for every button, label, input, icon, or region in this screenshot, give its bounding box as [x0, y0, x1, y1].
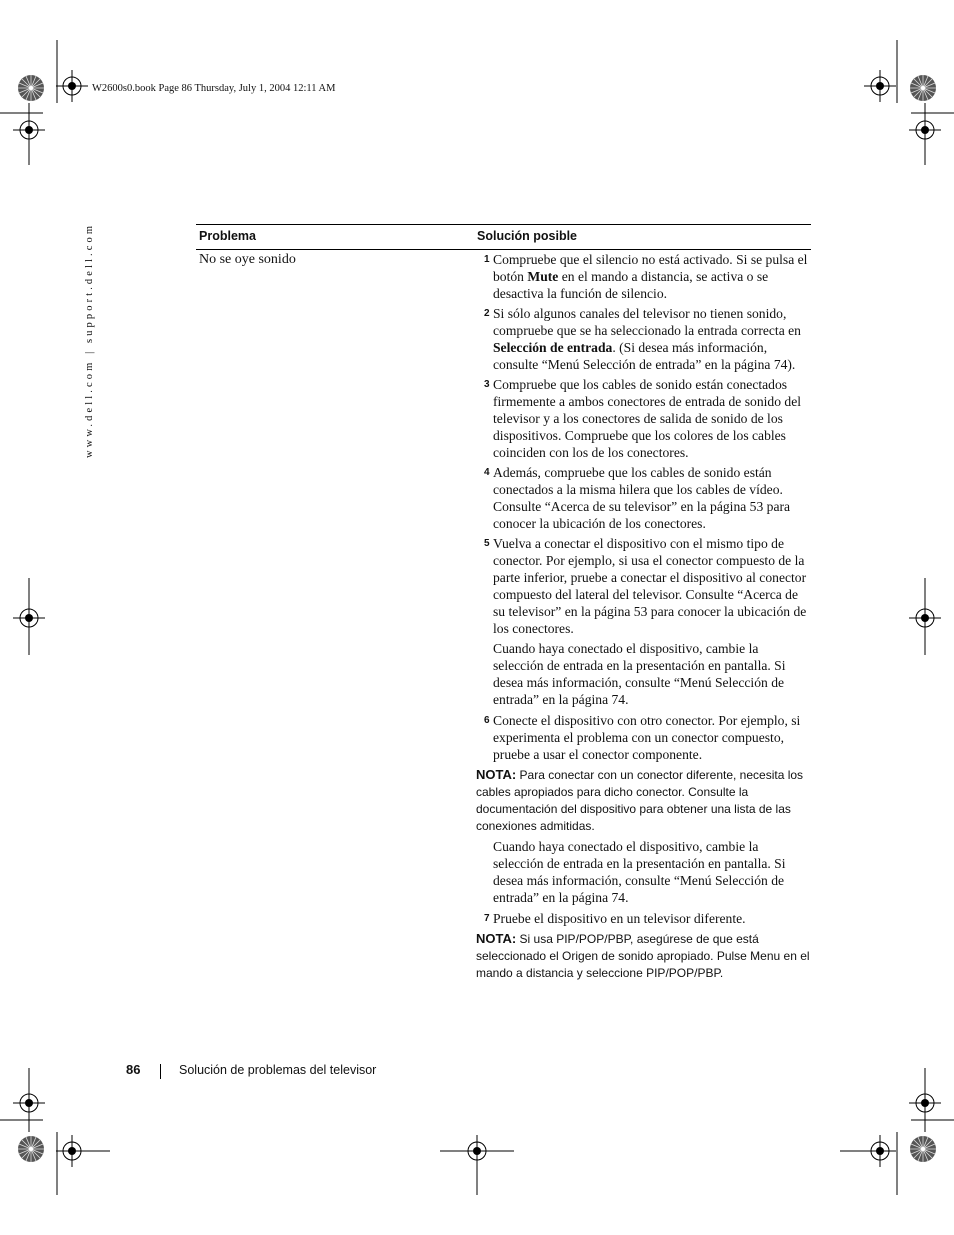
note — [476, 930, 811, 982]
solution-step — [476, 376, 811, 461]
note-label: NOTA: — [476, 767, 517, 782]
registration-star-icon — [910, 1136, 936, 1162]
footer-section-title: Solución de problemas del televisor — [179, 1063, 377, 1077]
table-header — [196, 224, 811, 250]
note-text: Si usa PIP/POP/PBP, asegúrese de que está seleccionado el Origen de sonido apropiado. Pulse Menu en el mando a distancia y seleccione PIP/POP/PBP. — [476, 932, 810, 980]
mute-button-label: Mute — [527, 269, 559, 284]
footer-divider — [160, 1064, 161, 1079]
step-text: Compruebe que los cables de sonido están conectados firmemente a ambos conectores de entrada de sonido del televisor y a los conectores de salida de sonido de los dispositivos. Compruebe que los colores de los cables coinciden con los de los conectores. — [493, 377, 802, 460]
step-continuation: Cuando haya conectado el dispositivo, cambie la selección de entrada en la presentación en pantalla. Si desea más información, consulte “Menú Selección de entrada” en la página 74. — [493, 641, 786, 707]
step-number: 1 — [484, 254, 490, 265]
solution-step — [476, 251, 811, 302]
step-text: Compruebe que el silencio no está activado. Si se pulsa el botón Mute en el mando a distancia, se activa o se desactiva la función de silencio. — [493, 252, 808, 301]
step-text: Además, compruebe que los cables de sonido están conectados a la misma hilera que los cables de vídeo. Consulte “Acerca de su televisor” en la página 53 para conocer la ubicación de los conectores. — [493, 465, 791, 531]
column-header-solution: Solución posible — [477, 229, 578, 243]
solution-step — [476, 305, 811, 373]
step-number: 5 — [484, 538, 490, 549]
column-header-problem: Problema — [199, 229, 256, 243]
step-text: Pruebe el dispositivo en un televisor diferente. — [493, 911, 746, 926]
step-text: Si sólo algunos canales del televisor no tienen sonido, compruebe que se ha seleccionado la entrada correcta en Selección de entrada. (Si desea más información, consulte “Menú Selección de entrada” en la página 74). — [493, 306, 801, 372]
solution-step — [476, 464, 811, 532]
registration-star-icon — [910, 75, 936, 101]
step-continuation: Cuando haya conectado el dispositivo, cambie la selección de entrada en la presentación en pantalla. Si desea más información, consulte “Menú Selección de entrada” en la página 74. — [493, 839, 786, 905]
note-label: NOTA: — [476, 931, 517, 946]
note — [476, 766, 811, 835]
step-number: 2 — [484, 308, 490, 319]
step-number: 6 — [484, 715, 490, 726]
step-number: 4 — [484, 467, 490, 478]
step-number: 3 — [484, 379, 490, 390]
solution-step — [476, 535, 811, 637]
solution-step — [476, 910, 811, 927]
note-text: Para conectar con un conector diferente, necesita los cables apropiados para dicho conector. Consulte la documentación del dispositivo para obtener una lista de las conexiones admitidas. — [476, 768, 804, 833]
problem-cell: No se oye sonido — [199, 252, 296, 267]
solution-step — [476, 712, 811, 763]
step-text: Vuelva a conectar el dispositivo con el mismo tipo de conector. Por ejemplo, si usa el conector compuesto de la parte inferior, pruebe a conectar el dispositivo al conector compuesto del lateral del televisor. Consulte “Acerca de su televisor” en la página 53 para conocer la ubicación de los conectores. — [493, 536, 807, 636]
registration-target-icon — [864, 70, 896, 102]
sidebar-url: www.dell.com | support.dell.com — [84, 222, 95, 458]
registration-target-icon — [56, 70, 88, 102]
registration-star-icon — [18, 75, 44, 101]
input-selection-label: Selección de entrada — [493, 340, 613, 355]
solution-cell — [476, 251, 811, 985]
registration-star-icon — [18, 1136, 44, 1162]
step-text: Conecte el dispositivo con otro conector. Por ejemplo, si experimenta el problema con un conector compuesto, pruebe a usar el conector componente. — [493, 713, 801, 762]
step-number: 7 — [484, 913, 490, 924]
troubleshooting-table — [196, 224, 811, 980]
page-number: 86 — [126, 1062, 141, 1077]
book-info-header: W2600s0.book Page 86 Thursday, July 1, 2004 12:11 AM — [92, 83, 336, 94]
